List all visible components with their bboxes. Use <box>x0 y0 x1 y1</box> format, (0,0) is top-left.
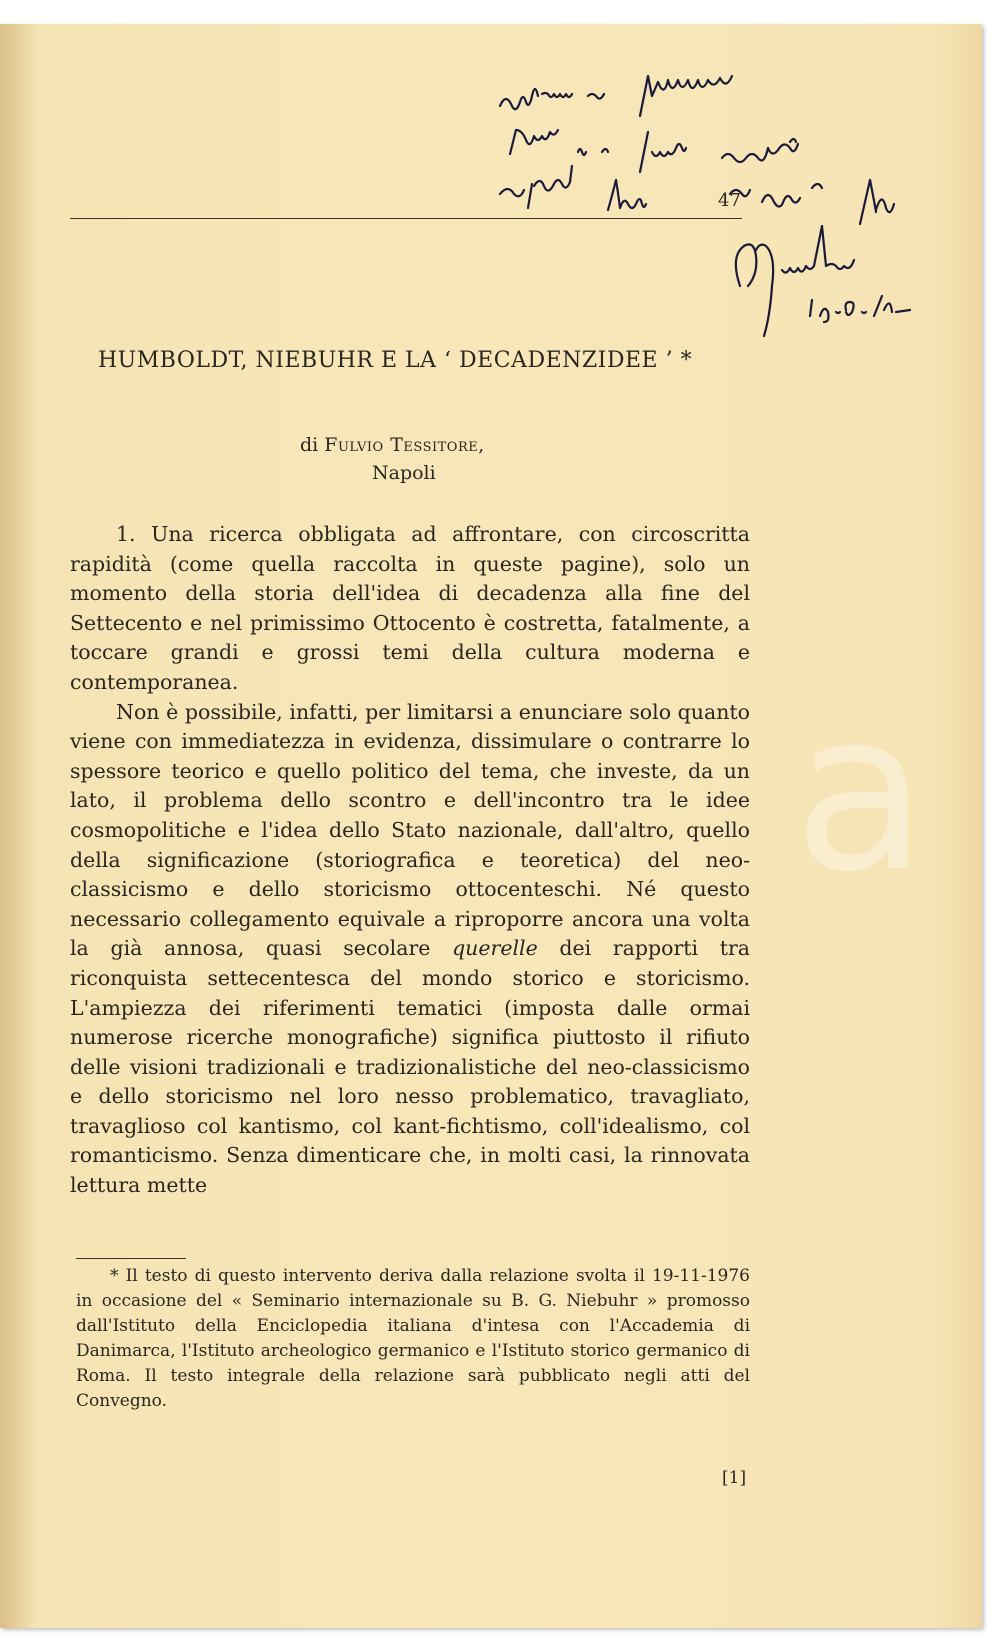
author-name: Fulvio Tessitore, <box>324 434 485 456</box>
header-rule <box>70 218 742 219</box>
author-prefix: di <box>300 434 319 456</box>
footnote-text: * Il testo di questo intervento deriva dalla relazione svolta il 19-11-1976 in occasione del « Seminario internazionale su B. G. Niebuhr » promosso dall'Istituto della Enciclopedia italiana d'intesa con l'Accademia di Danimarca, l'Istituto archeologico germanico e l'Istituto storico germanico di Roma. Il testo integrale della relazione sarà pubblicato negli atti del Convegno. <box>76 1266 750 1411</box>
folio: [1] <box>722 1468 747 1488</box>
footnote <box>76 1264 750 1414</box>
article-title: HUMBOLDT, NIEBUHR E LA ‘ DECADENZIDEE ’ * <box>98 348 693 373</box>
body-paragraph: 1. Una ricerca obbligata ad affrontare, con circoscritta rapidità (come quella raccolta in queste pagine), solo un momento della storia dell'idea di decadenza alla fine del Settecento e nel primissimo Ottocento è costretta, fatalmente, a toccare grandi e grossi temi della cultura moderna e contemporanea. <box>70 522 750 694</box>
page-number: 47 <box>718 190 741 211</box>
watermark: a <box>793 664 922 920</box>
document-page <box>0 24 982 1628</box>
article-body <box>70 520 750 1201</box>
article-author <box>300 434 485 456</box>
author-affiliation: Napoli <box>372 462 436 484</box>
body-paragraph: Non è possibile, infatti, per limitarsi a enunciare solo quanto viene con immediatezza in evidenza, dissimulare o contrarre lo spessore teorico e quello politico del tema, che investe, da un lato, il problema dello scontro e dell'incontro tra le idee cosmopolitiche e l'idea dello Stato nazionale, dall'altro, quello della significazione (storiografica e teoretica) del neo-classicismo e dello storicismo ottocenteschi. Né questo necessario collegamento equivale a riproporre ancora una volta la già annosa, quasi secolare querelle dei rapporti tra riconquista settecentesca del mondo storico e storicismo. L'ampiezza dei riferimenti tematici (imposta dalle ormai numerose ricerche monografiche) significa piuttosto il rifiuto delle visioni tradizionali e tradizionalistiche del neo-classicismo e dello storicismo nel loro nesso problematico, travagliato, travaglioso col kantismo, col kant-fichtismo, coll'idealismo, col romanticismo. Senza dimenticare che, in molti casi, la rinnovata lettura mette <box>70 699 750 1198</box>
footnote-rule <box>76 1258 186 1259</box>
